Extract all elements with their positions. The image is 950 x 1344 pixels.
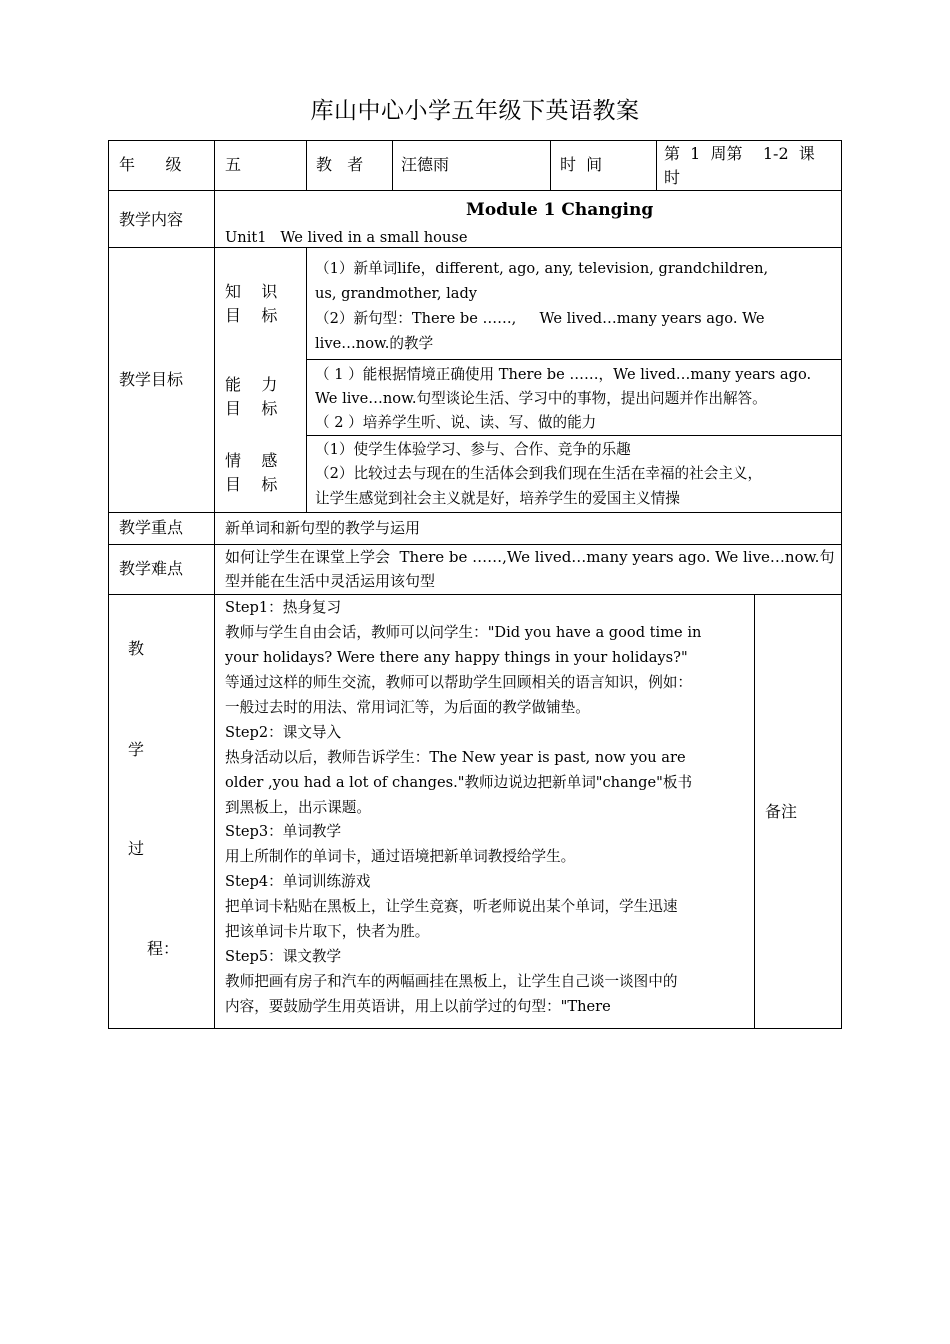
process-line: Step2：课文导入 bbox=[225, 724, 342, 741]
knowledge-line: （1）新单词life，different, ago, any, television, grandchildren, bbox=[315, 260, 769, 277]
table-border bbox=[306, 247, 307, 512]
process-line: 把单词卡粘贴在黑板上，让学生竞赛，听老师说出某个单词，学生迅速 bbox=[225, 898, 678, 915]
knowledge-line: live…now.的教学 bbox=[315, 335, 434, 352]
process-line: 内容，要鼓励学生用英语讲，用上以前学过的句型："There bbox=[225, 998, 611, 1015]
key-points-label: 教学重点 bbox=[119, 518, 184, 537]
process-line: 教师把画有房子和汽车的两幅画挂在黑板上，让学生自己谈一谈图中的 bbox=[225, 973, 678, 990]
table-border bbox=[392, 140, 393, 190]
process-label-char: 过 bbox=[128, 839, 145, 858]
emotion-line: （2）比较过去与现在的生活体会到我们现在生活在幸福的社会主义， bbox=[315, 465, 763, 482]
process-line: 等通过这样的师生交流，教师可以帮助学生回顾相关的语言知识，例如： bbox=[225, 674, 693, 691]
table-border bbox=[754, 594, 755, 1028]
table-border bbox=[214, 140, 215, 1029]
ability-line: （ 1 ）能根据情境正确使用 There be ……，We lived…many years ago. bbox=[315, 366, 812, 383]
emotion-label-line1: 情 感 bbox=[225, 451, 278, 470]
process-line: Step4：单词训练游戏 bbox=[225, 873, 371, 890]
emotion-label-line2: 目 标 bbox=[225, 475, 278, 494]
grade-label: 年 级 bbox=[119, 155, 182, 174]
process-line: 热身活动以后，教师告诉学生：The New year is past, now you are bbox=[225, 749, 686, 766]
teacher-label: 教 者 bbox=[316, 155, 364, 174]
ability-label-line2: 目 标 bbox=[225, 399, 278, 418]
module-title: Module 1 Changing bbox=[466, 200, 654, 220]
process-line: 用上所制作的单词卡，通过语境把新单词教授给学生。 bbox=[225, 848, 576, 865]
grade-value: 五 bbox=[225, 155, 242, 174]
difficulties-line: 型并能在生活中灵活运用该句型 bbox=[225, 572, 436, 590]
table-border bbox=[306, 140, 307, 190]
emotion-line: （1）使学生体验学习、参与、合作、竞争的乐趣 bbox=[315, 441, 631, 458]
process-line: 教师与学生自由会话，教师可以问学生："Did you have a good time in bbox=[225, 624, 702, 641]
ability-label-line1: 能 力 bbox=[225, 375, 278, 394]
table-border bbox=[108, 594, 842, 595]
process-line: 把该单词卡片取下，快者为胜。 bbox=[225, 923, 430, 940]
table-border bbox=[108, 140, 109, 1029]
page-title: 库山中心小学五年级下英语教案 bbox=[310, 98, 640, 124]
process-line: Step1：热身复习 bbox=[225, 599, 342, 616]
process-line: 一般过去时的用法、常用词汇等，为后面的教学做铺垫。 bbox=[225, 699, 590, 716]
knowledge-line: （2）新句型：There be ……, We lived…many years ago. We bbox=[315, 310, 765, 327]
time-value-line2: 时 bbox=[664, 168, 681, 187]
table-border bbox=[306, 435, 842, 436]
process-label-char: 程： bbox=[147, 939, 180, 958]
key-points-text: 新单词和新句型的教学与运用 bbox=[225, 519, 421, 537]
time-label: 时 间 bbox=[560, 155, 603, 174]
knowledge-label-line1: 知 识 bbox=[225, 282, 278, 301]
process-label-char: 学 bbox=[128, 740, 145, 759]
teacher-value: 汪德雨 bbox=[401, 155, 450, 174]
notes-label: 备注 bbox=[765, 802, 798, 821]
process-line: older ,you had a lot of changes."教师边说边把新单词"change"板书 bbox=[225, 774, 693, 791]
table-border bbox=[306, 359, 842, 360]
process-label-char: 教 bbox=[128, 639, 145, 658]
goals-label: 教学目标 bbox=[119, 370, 184, 389]
process-line: your holidays? Were there any happy things in your holidays?" bbox=[225, 649, 688, 666]
content-label: 教学内容 bbox=[119, 210, 184, 229]
difficulties-line: 如何让学生在课堂上学会 There be ……,We lived…many years ago. We live…now.句 bbox=[225, 548, 835, 566]
table-border bbox=[550, 140, 551, 190]
knowledge-label-line2: 目 标 bbox=[225, 306, 278, 325]
unit-title: Unit1 We lived in a small house bbox=[225, 229, 468, 246]
table-border bbox=[108, 247, 842, 248]
table-border bbox=[108, 1028, 842, 1029]
process-line: 到黑板上，出示课题。 bbox=[225, 799, 371, 816]
process-line: Step3：单词教学 bbox=[225, 823, 342, 840]
table-border bbox=[841, 140, 842, 1029]
difficulties-label: 教学难点 bbox=[119, 559, 184, 578]
table-border bbox=[108, 512, 842, 513]
process-line: Step5：课文教学 bbox=[225, 948, 342, 965]
emotion-line: 让学生感觉到社会主义就是好，培养学生的爱国主义情操 bbox=[315, 490, 680, 507]
table-border bbox=[108, 190, 842, 191]
ability-line: （ 2 ）培养学生听、说、读、写、做的能力 bbox=[315, 414, 597, 431]
ability-line: We live…now.句型谈论生活、学习中的事物，提出问题并作出解答。 bbox=[315, 390, 767, 407]
time-value-line1: 第 1 周第 1-2 课 bbox=[664, 144, 815, 163]
knowledge-line: us, grandmother, lady bbox=[315, 285, 478, 302]
table-border bbox=[656, 140, 657, 190]
